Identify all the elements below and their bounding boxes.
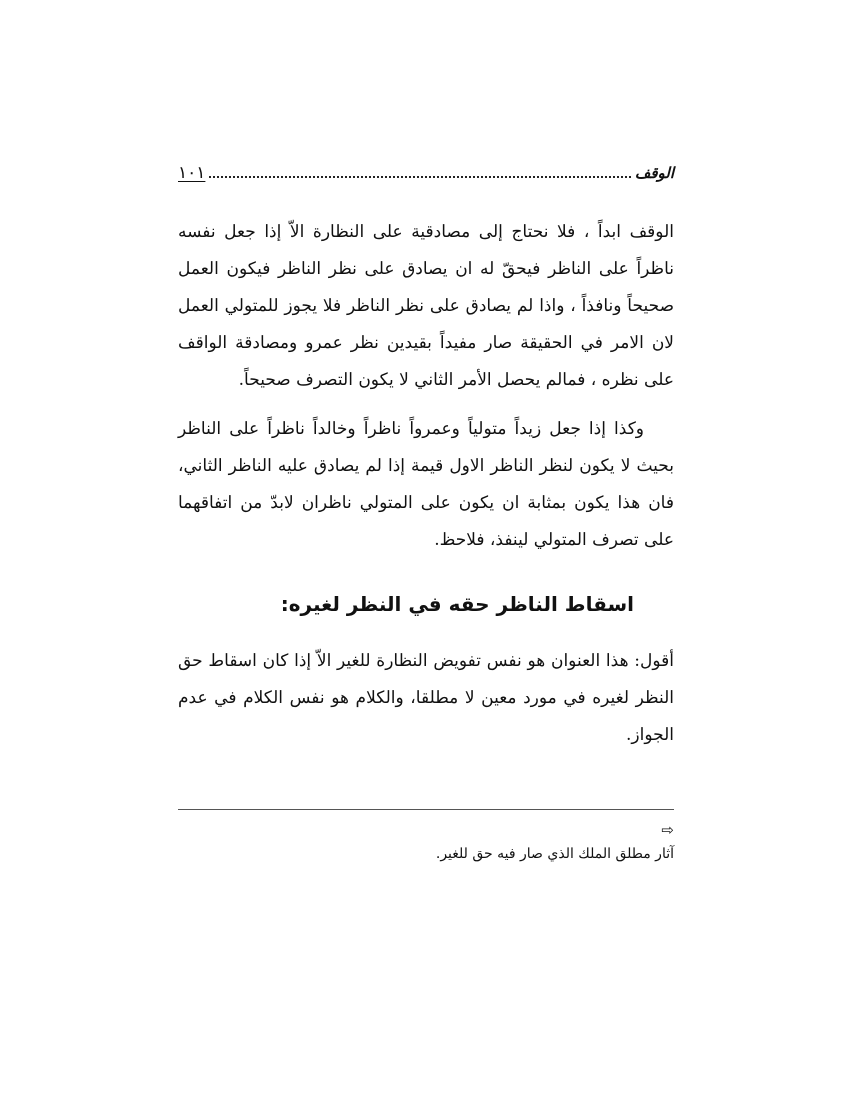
section-paragraph: أقول: هذا العنوان هو نفس تفويض النظارة للغير الاّ إذا كان اسقاط حق النظر لغيره في مورد معين لا مطلقا، والكلام هو نفس الكلام في عدم الجواز. — [178, 651, 674, 745]
paragraph-1: الوقف ابداً ، فلا نحتاج إلى مصادقية على النظارة الاّ إذا جعل نفسه ناظراً على الناظر فيحقّ له ان يصادق على نظر الناظر فيكون العمل صحيحاً ونافذاً ، واذا لم يصادق على نظر الناظر فلا يجوز للمتولي العمل لان الامر في الحقيقة صار مفيداً بقيدين نظر عمرو ومصادقة الواقف على نظره ، فمالم يحصل الأمر الثاني لا يكون التصرف صحيحاً. — [178, 222, 674, 390]
page-number: ١٠١ — [178, 163, 206, 183]
running-header — [178, 150, 674, 182]
header-title: الوقف — [634, 164, 674, 182]
footnote-divider — [178, 809, 674, 810]
body-text — [178, 214, 674, 754]
arrow-right-icon: ⇨ — [661, 821, 674, 839]
section-heading: اسقاط الناظر حقه في النظر لغيره: — [280, 592, 634, 616]
footnote-text: آثار مطلق الملك الذي صار فيه حق للغير. — [435, 846, 674, 862]
paragraph-2: وكذا إذا جعل زيداً متولياً وعمرواً ناظراً وخالداً ناظراً على الناظر بحيث لا يكون لنظر الناظر الاول قيمة إذا لم يصادق عليه الناظر الثاني، فان هذا يكون بمثابة ان يكون على المتولي ناظران لابدّ من اتفاقهما على تصرف المتولي لينفذ، فلاحظ. — [178, 419, 674, 550]
header-dot-leader — [209, 176, 630, 178]
footnote — [178, 822, 674, 864]
